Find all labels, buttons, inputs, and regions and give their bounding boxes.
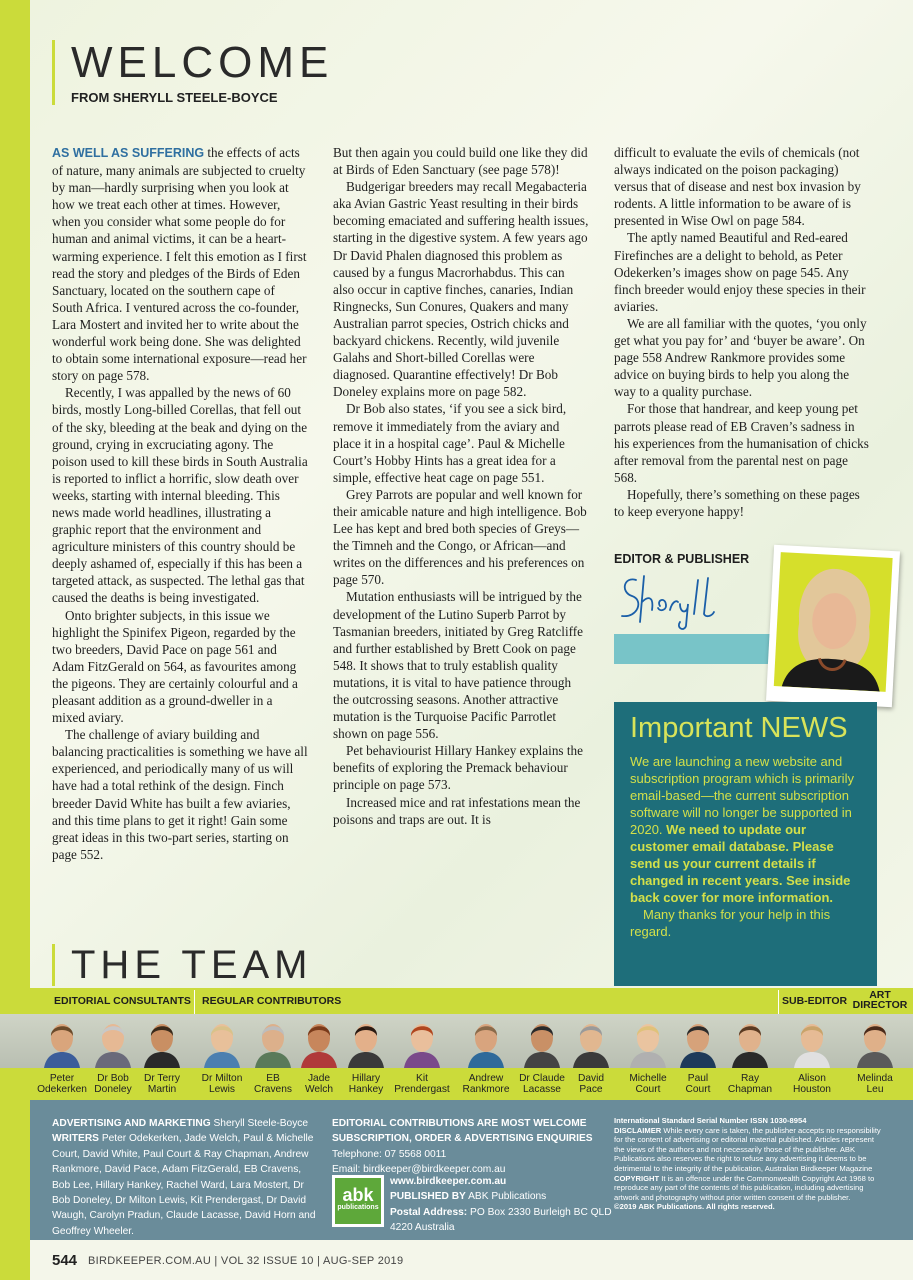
welcome-header [52, 40, 352, 105]
paragraph: The aptly named Beautiful and Red-eared Firefinches are a delight to behold, as Peter Odekerken’s images show on page 545. Any finch breeder would enjoy these species in their aviaries. [614, 230, 866, 314]
team-member-photo [40, 1014, 84, 1068]
team-member-name: Dr Claude Lacasse [519, 1073, 565, 1095]
article-column-3 [614, 144, 870, 520]
team-member-photo [251, 1014, 295, 1068]
paragraph: Grey Parrots are popular and well known for their amicable nature and high intelligence. Bob Lee has kept and bred both species of Greys—the Timneh and the Congo, or African—and writes on the differences and his preferences on page 570. [333, 486, 587, 588]
paragraph: Onto brighter subjects, in this issue we highlight the Spinifex Pigeon, regarded by the two breeders, David Pace on page 561 and Adam FitzGerald on 564, as favourites among the pigeons. They are certainly colourful and a pleasant addition as a ground-dweller in a mixed aviary. [52, 607, 298, 726]
copyright-label: COPYRIGHT [614, 1173, 660, 1183]
team-member-name: Andrew Rankmore [462, 1073, 510, 1095]
contributions-heading: EDITORIAL CONTRIBUTIONS ARE MOST WELCOME [332, 1118, 587, 1129]
advertising-name: Sheryll Steele-Boyce [210, 1118, 309, 1129]
paragraph: Pet behaviourist Hillary Hankey explains the benefits of exploring the Premack behaviour principle on page 573. [333, 743, 583, 793]
website-link[interactable]: www.birdkeeper.com.au [390, 1176, 507, 1187]
team-member-photo [569, 1014, 613, 1068]
credits-column [52, 1116, 322, 1239]
news-body: We are launching a new website and subscription program which is primarily email-based—the current subscription software will no longer be supported in 2020. We need to update our customer email database. Please send us your current details if changed in recent years. See inside back cover for more information. [630, 754, 854, 905]
folio-bar [30, 1240, 913, 1280]
paragraph: Hopefully, there’s something on these pages to keep everyone happy! [614, 486, 860, 519]
category-divider [194, 990, 195, 1014]
team-member-name: David Pace [577, 1073, 605, 1095]
category-divider [778, 990, 779, 1014]
page-number: 544 [52, 1252, 78, 1269]
logo-subtext: publications [337, 1204, 379, 1211]
folio-text: BIRDKEEPER.COM.AU | VOL 32 ISSUE 10 | AUG-SEP 2019 [88, 1255, 404, 1267]
category-sub-editor: SUB-EDITOR [782, 995, 848, 1007]
writers-list: Peter Odekerken, Jade Welch, Paul & Michelle Court, David White, Paul Court & Ray Chapman, Andrew Rankmore, David Pace, Adam FitzGerald, EB Cravens, Bob Lee, Hillary Hankey, Rachel Ward, Lara Mostert, Dr Bob Doneley, Dr Milton Lewis, Kit Prendergast, Dr David Waugh, Carolyn Pradun, Claude Lacasse, David Horn and Geoffrey Wheeler. [52, 1133, 316, 1237]
accent-bar [614, 634, 794, 664]
writers-label: WRITERS [52, 1133, 99, 1145]
team-member-photo [728, 1014, 772, 1068]
email[interactable]: Email: birdkeeper@birdkeeper.com.au [332, 1164, 506, 1176]
telephone: Telephone: 07 5568 0011 [332, 1148, 447, 1160]
team-member-photo [91, 1014, 135, 1068]
team-member-name: Peter Odekerken [37, 1073, 87, 1095]
paragraph: We are all familiar with the quotes, ‘you only get what you pay for’ and ‘buyer be aware’. On page 558 Andrew Rankmore provides some advice on buying birds to help you along the way to a quality purchase. [614, 315, 867, 400]
news-title: Important NEWS [630, 712, 848, 744]
contact-column [332, 1116, 602, 1178]
team-names-bar [0, 1068, 913, 1100]
team-member-name: Alison Houston [793, 1073, 831, 1095]
team-member-name: Ray Chapman [727, 1073, 773, 1095]
enquiries-heading: SUBSCRIPTION, ORDER & ADVERTISING ENQUIRIES [332, 1133, 593, 1145]
paragraph: Dr Bob also states, ‘if you see a sick bird, remove it immediately from the aviary and place it in a hospital cage’. Paul & Michelle Court’s Hobby Hints has a great idea for a simple, effective heat cage on page 551. [333, 401, 567, 485]
team-member-name: Michelle Court [629, 1073, 667, 1095]
news-thanks: Many thanks for your help in this regard. [630, 907, 831, 939]
team-member-photo [400, 1014, 444, 1068]
team-categories-bar [0, 988, 913, 1014]
paragraph: difficult to evaluate the evils of chemicals (not always indicated on the poison packaging) versus that of disease and nest box invasion by rodents. A little information to be aware of is presented in Wise Owl on page 584. [614, 145, 861, 229]
article-column-1 [52, 144, 308, 863]
team-member-name: Dr Terry Martin [143, 1073, 181, 1095]
team-member-name: Dr Bob Doneley [94, 1073, 132, 1095]
publisher-info: www.birdkeeper.com.au PUBLISHED BY ABK Publications Postal Address: PO Box 2330 Burleigh BC QLD 4220 Australia [390, 1176, 612, 1234]
team-title: THE TEAM [52, 944, 313, 986]
team-member-photo [676, 1014, 720, 1068]
paragraph: Increased mice and rat infestations mean the poisons and traps are out. It is [333, 794, 581, 827]
team-member-name: Dr Milton Lewis [201, 1073, 243, 1095]
editor-portrait [774, 552, 893, 692]
editor-photo [766, 545, 900, 707]
logo-text: abk [342, 1185, 374, 1205]
editor-label: EDITOR & PUBLISHER [614, 552, 750, 566]
important-news-box [614, 702, 877, 986]
advertising-label: ADVERTISING AND MARKETING [52, 1118, 211, 1129]
team-member-photo [200, 1014, 244, 1068]
category-art-director: ART DIRECTOR [852, 989, 908, 1011]
paragraph: Recently, I was appalled by the news of 60 birds, mostly Long-billed Corellas, that fell out of the sky, bleeding at the beak and dying on the ground, crying in excruciating agony. The poison used to kill these birds in South Australia is reported to inflict a horrific, slow death over weeks, starting with internal bleeding. This news made world headlines, illustrating a graphic report that the environment and agriculture ministers of this country should be deeply ashamed of, especially if this has been a targeted attack, as suspected. The lethal gas that caused the deaths is being investigated. [52, 385, 308, 606]
issn: International Standard Serial Number ISSN 1030-8954 [614, 1116, 807, 1125]
team-member-photo [520, 1014, 564, 1068]
team-member-name: Hillary Hankey [348, 1073, 384, 1095]
page-title: WELCOME [71, 38, 334, 87]
team-member-name: EB Cravens [254, 1073, 292, 1095]
team-member-photo [626, 1014, 670, 1068]
copyright-line: ©2019 ABK Publications. All rights reserved. [614, 1202, 775, 1212]
article-column-2 [333, 144, 589, 828]
masthead-footer [30, 1100, 913, 1240]
postal-label: Postal Address: [390, 1206, 468, 1218]
paragraph: AS WELL AS SUFFERING the effects of acts of nature, many animals are subjected to cruelty by man—hardly surprising when you look at how we treat each other at times. However, when you consider what some people do for human and animal victims, it can be a heart-warming experience. I felt this emotion as I first read the story and pledges of the Birds of Eden Sanctuary, located on the southern cape of South Africa. I ventured across the co-founder, Lara Mostert and invited her to write about the wonderful work being done. She was delighted to obtain some international exposure—read her story on page 578. [52, 145, 307, 384]
category-regular-contributors: REGULAR CONTRIBUTORS [202, 995, 342, 1007]
team-photos [0, 1014, 913, 1068]
paragraph: The challenge of aviary building and balancing practicalities is something we have all experienced, and periodically many of us will have had a total rethink of the design. Finch breeder David White has built a few aviaries, and this time plans to get it right! Gain some great ideas in this two-part series, starting on page 552. [52, 727, 308, 862]
byline: FROM SHERYLL STEELE-BOYCE [71, 90, 278, 105]
team-member-name: Paul Court [685, 1073, 711, 1095]
team-member-photo [140, 1014, 184, 1068]
paragraph: Mutation enthusiasts will be intrigued by the development of the Lutino Superb Parrot by Tasmanian breeders, initiated by Greg Ratcliffe and further established by Brett Cook on page 548. It shows that to truly establish quality mutations, it is vital to have patience through the outcrossing seasons. Another attractive mutation is the Turquoise Pacific Parrotlet shown on page 556. [333, 589, 584, 742]
published-label: PUBLISHED BY [390, 1191, 466, 1203]
team-member-name: Melinda Leu [857, 1073, 893, 1095]
team-member-photo [464, 1014, 508, 1068]
team-member-photo [344, 1014, 388, 1068]
paragraph: For those that handrear, and keep young pet parrots please read of EB Craven’s sadness in his experiences from the humanisation of chicks after removal from the parental nest on page 568. [614, 401, 869, 485]
team-member-photo [790, 1014, 834, 1068]
editor-signature [614, 566, 744, 630]
copyright-text: It is an offence under the Commonwealth Copyright Act 1968 to reproduce any part of the contents of this publication, including advertising artwork and photography without prior written consent of the publisher. [614, 1173, 875, 1202]
team-member-photo [853, 1014, 897, 1068]
team-member-name: Kit Prendergast [394, 1073, 450, 1095]
paragraph: Budgerigar breeders may recall Megabacteria aka Avian Gastric Yeast resulting in their birds becoming emaciated and suffering health issues, starting in the digestive system. A few years ago Dr David Phalen diagnosed this problem as caused by a fungus Macrorhabdus. This can also occur in captive finches, canaries, Indian Ringnecks, Sun Conures, Quakers and many Australian parrot species, Ostrich chicks and backyard chickens. Recently, wild juvenile Galahs and Short-billed Corellas were diagnosed. Quarantine effectively! Dr Bob Doneley explains more on page 582. [333, 179, 589, 400]
paragraph: But then again you could build one like they did at Birds of Eden Sanctuary (see page 578)! [333, 145, 588, 178]
category-editorial-consultants: EDITORIAL CONSULTANTS [54, 995, 191, 1007]
disclaimer-label: DISCLAIMER [614, 1125, 662, 1135]
team-member-photo [297, 1014, 341, 1068]
lead-in: AS WELL AS SUFFERING [52, 146, 205, 160]
team-member-name: Jade Welch [304, 1073, 334, 1095]
abk-logo [332, 1175, 384, 1227]
disclaimer-text: While every care is taken, the publisher accepts no responsibility for the content of advertising or editorial material published. Articles represent the views of the authors and not necessarily those of the publisher. ABK Publications also reserves the right to refuse any advertising it deems to be detrimental to the integrity of the publication, Australian Birdkeeper Magazine [614, 1125, 881, 1173]
legal-column [614, 1116, 884, 1212]
